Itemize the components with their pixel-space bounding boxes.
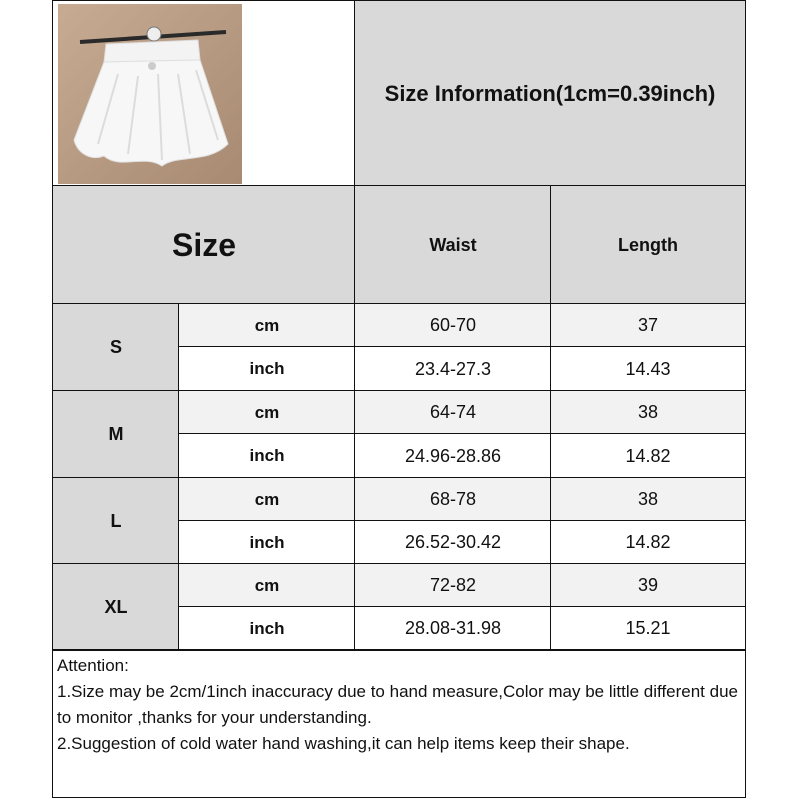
unit-cm-cell [178,563,356,608]
length-inch-value: 14.43 [625,358,671,379]
unit-inch-cell [178,606,356,651]
unit-cm-cell [178,303,356,348]
length-cm-cell [550,390,746,435]
unit-inch: inch [249,446,285,465]
unit-inch: inch [249,359,285,378]
skirt-image [58,4,242,184]
size-label: L [110,510,122,531]
waist-cm-cell [354,303,552,348]
size-info-title-cell [354,0,746,187]
waist-inch-value: 23.4-27.3 [414,358,492,379]
length-inch-value: 14.82 [625,445,671,466]
unit-inch: inch [249,532,285,552]
length-inch-cell [550,346,746,392]
waist-inch-cell [354,346,552,392]
size-label-cell [52,477,180,565]
size-label: M [108,424,124,444]
unit-cm: cm [254,315,280,335]
attention-heading: Attention: [57,656,129,675]
waist-inch-cell [354,433,552,479]
waist-cm-cell [354,477,552,522]
length-cm-value: 38 [637,489,659,509]
length-inch-value: 15.21 [625,618,671,638]
waist-header-cell [354,185,552,305]
unit-cm: cm [254,402,280,422]
unit-cm-cell [178,477,356,522]
size-header-cell [52,185,356,305]
length-header: Length [618,234,678,255]
size-header: Size [171,226,237,263]
waist-cm-cell [354,563,552,608]
waist-cm-value: 60-70 [429,315,477,335]
size-label-cell [52,303,180,392]
size-info-title: Size Information(1cm=0.39inch) [384,80,716,106]
unit-cm-cell [178,390,356,435]
waist-inch-value: 28.08-31.98 [404,618,502,638]
unit-inch-cell [178,520,356,565]
waist-cm-value: 64-74 [429,402,477,422]
waist-cm-cell [354,390,552,435]
length-cm-cell [550,563,746,608]
unit-cm: cm [254,489,280,509]
attention-note-1: 1.Size may be 2cm/1inch inaccuracy due to hand measure,Color may be little different due to monitor ,thanks for your understanding. [57,682,738,727]
product-photo [58,4,242,184]
length-cm-cell [550,477,746,522]
length-cm-value: 37 [637,315,659,335]
waist-cm-value: 72-82 [429,575,477,595]
waist-inch-value: 26.52-30.42 [404,532,502,552]
waist-header: Waist [429,234,477,255]
length-cm-cell [550,303,746,348]
waist-cm-value: 68-78 [429,489,477,509]
size-label: S [109,337,122,357]
attention-note-2: 2.Suggestion of cold water hand washing,it can help items keep their shape. [57,734,630,753]
attention-notes [52,649,746,798]
length-inch-value: 14.82 [625,532,671,552]
waist-inch-cell [354,606,552,651]
length-inch-cell [550,606,746,651]
waist-inch-value: 24.96-28.86 [404,445,502,466]
length-cm-value: 39 [637,575,659,595]
length-inch-cell [550,520,746,565]
size-label-cell [52,563,180,651]
size-label: XL [104,596,128,617]
length-header-cell [550,185,746,305]
length-cm-value: 38 [637,402,659,422]
unit-inch: inch [249,618,285,638]
unit-inch-cell [178,346,356,392]
unit-cm: cm [254,575,280,595]
length-inch-cell [550,433,746,479]
size-label-cell [52,390,180,479]
unit-inch-cell [178,433,356,479]
waist-inch-cell [354,520,552,565]
